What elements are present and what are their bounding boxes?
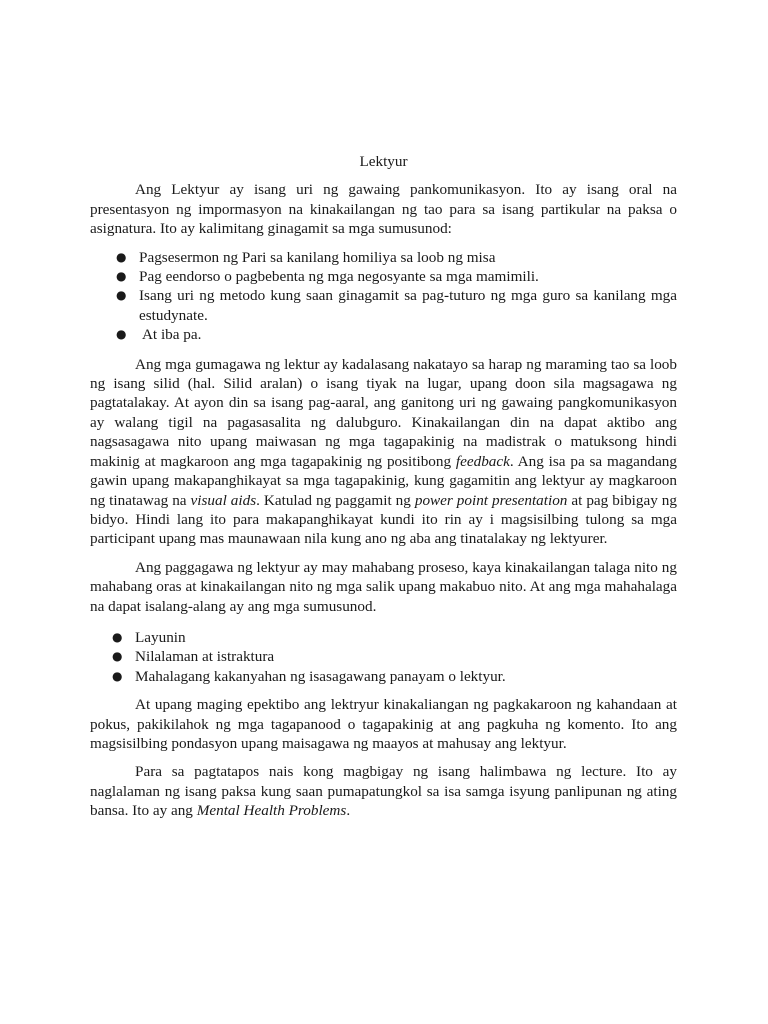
body-paragraph-4: At upang maging epektibo ang lektryur kinakaliangan ng pagkakaroon ng kahandaan at pokus, pakikilahok ng mga tagapanood o tagapakinig at ang pagkuha ng komento. Ito ang magsisilbing pondasyon upang maisagawa ng maayos at mahusay ang lektyur. (90, 696, 677, 752)
visual-aids-term: visual aids (190, 491, 257, 509)
important-factors-list (90, 628, 677, 686)
mental-health-term: Mental Health Problems (196, 802, 347, 820)
bullet-icon: ● (116, 327, 127, 342)
list-item: ● Layunin (112, 628, 186, 646)
body-paragraph-3: Ang paggagawa ng lektyur ay may mahabang proseso, kaya kinakailangan talaga nito ng mahabang oras at kinakailangan nito ng mga salik upang makabuo nito. At ang mga mahahalaga na dapat isalang-alang ay ang mga sumusunod. (90, 558, 677, 615)
list-item: ● Pagsesermon ng Pari sa kanilang homiliya sa loob ng misa (116, 248, 496, 266)
power-point-term: power point presentation (414, 491, 568, 509)
bullet-icon: ● (116, 269, 127, 284)
bullet-icon: ● (116, 249, 127, 264)
usage-list (90, 248, 677, 345)
closing-paragraph: Para sa pagtatapos nais kong magbigay ng isang halimbawa ng lecture. Ito ay naglalaman ng isang paksa kung saan pumapatungkol sa isa samga isyung panlipunan ng ating bansa. Ito ay ang Mental Health Problems. (90, 763, 677, 820)
feedback-term: feedback (455, 452, 510, 470)
bullet-icon: ● (112, 629, 123, 644)
bullet-icon: ● (112, 668, 123, 683)
list-item: ● Nilalaman at istraktura (112, 648, 275, 666)
list-item: ● Isang uri ng metodo kung saan ginagamit sa pag-tuturo ng mga guro sa kanilang mga estudynate. (116, 287, 677, 324)
page-title: Lektyur (359, 153, 408, 170)
bullet-icon: ● (112, 649, 123, 664)
list-item: ● Mahalagang kakanyahan ng isasagawang panayam o lektyur. (112, 667, 506, 685)
intro-paragraph: Ang Lektyur ay isang uri ng gawaing pankomunikasyon. Ito ay isang oral na presentasyon ng impormasyon na kinakailangan ng tao para sa isang partikular na paksa o asignatura. Ito ay kalimitang ginagamit sa mga sumusunod: (90, 181, 677, 238)
bullet-icon: ● (116, 288, 127, 303)
list-item: ● Pag eendorso o pagbebenta ng mga negosyante sa mga mamimili. (116, 268, 539, 286)
list-item: ● At iba pa. (116, 326, 202, 344)
body-paragraph-2: Ang mga gumagawa ng lektur ay kadalasang nakatayo sa harap ng maraming tao sa loob ng isang silid (hal. Silid aralan) o isang tiyak na lugar, upang doon sila magsagawa ng pagtatalakay. At ayon din sa isang pag-aaral, ang ganitong uri ng gawaing pangkomunikasyon ay walang tigil na pagasasalita ng dalubguro. Kinakailangan din na dapat aktibo ang nagsasagawa nito upang maiwasan ng mga tagapakinig na madistrak o matuksong hindi makinig at magkaroon ang mga tagapakinig ng positibong feedback. Ang isa pa sa magandang gawin upang makapanghikayat sa mga tagapakinig, kung gagamitin ang lektyur ay magkaroon ng tinatawag na visual aids. Katulad ng paggamit ng power point presentation at pag bibigay ng bidyo. Hindi lang ito para makapanghikayat kundi ito rin ay i magsisilbing tulong sa mga participant upang mas maunawaan nila kung ano ng aba ang tinatalakay ng lektyurer. (90, 355, 677, 548)
